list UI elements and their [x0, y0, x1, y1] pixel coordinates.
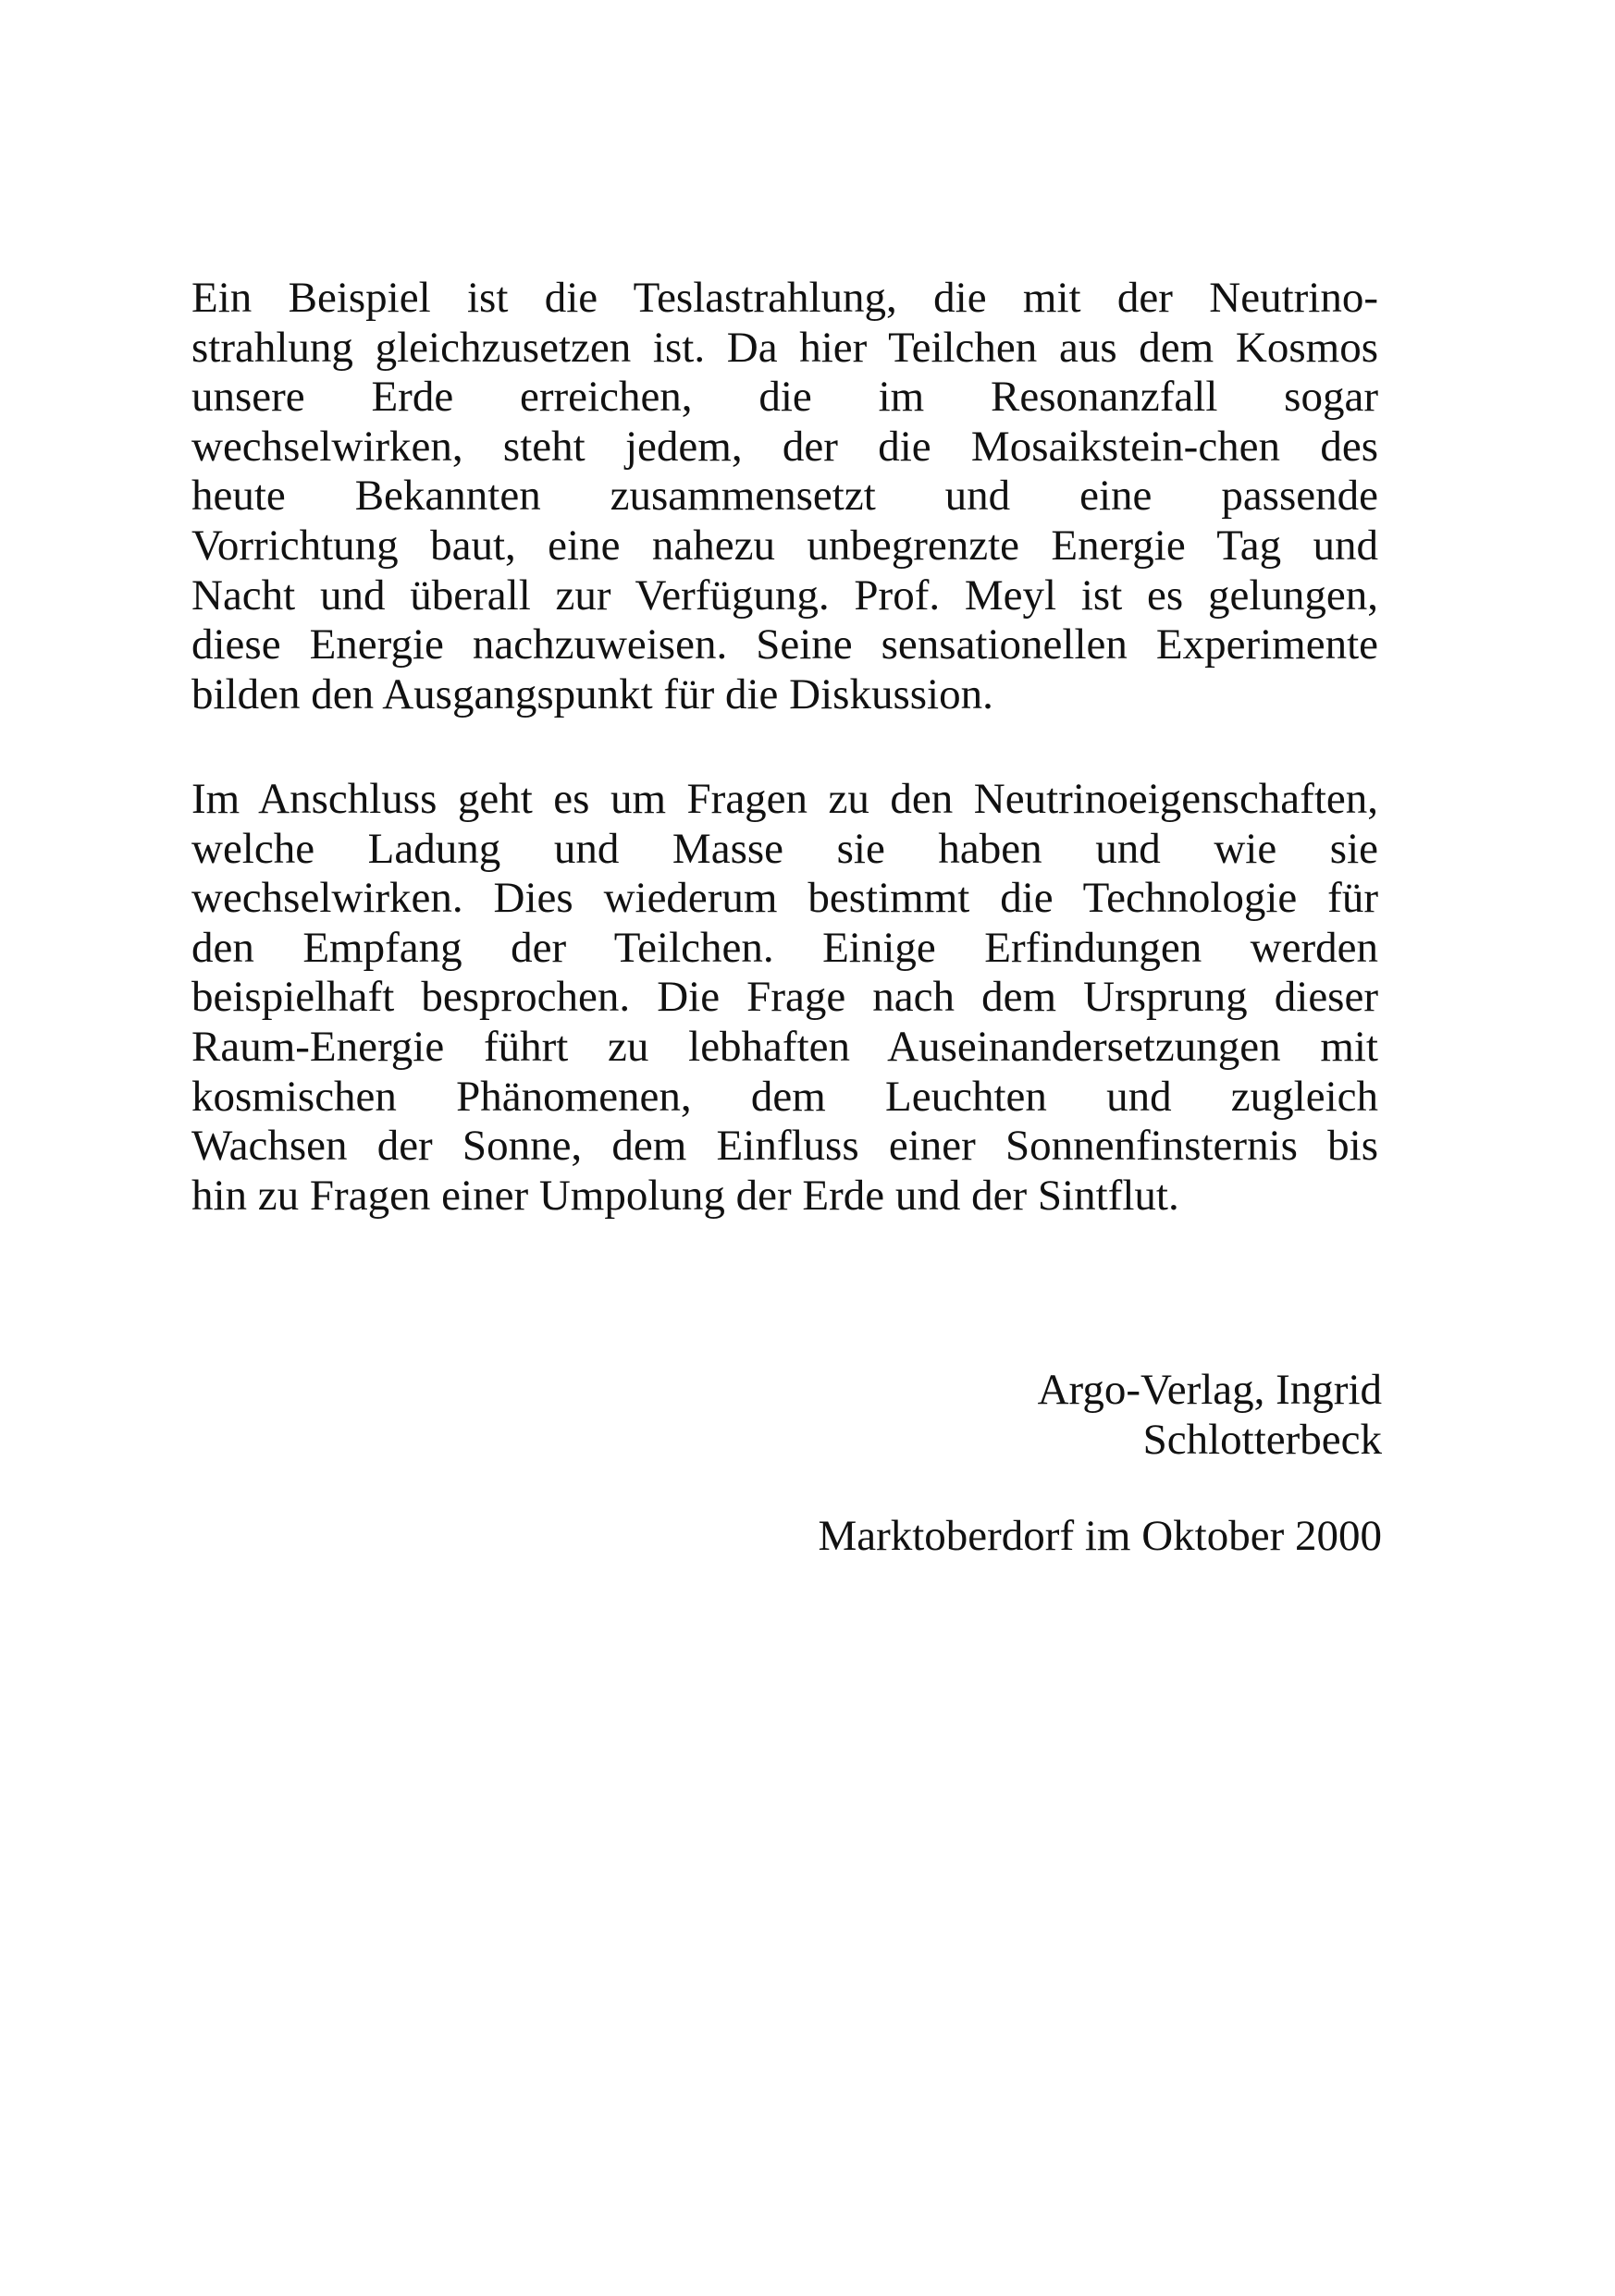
- paragraph-line: Vorrichtung baut, eine nahezu unbegrenzte Energie Tag und: [191, 521, 1378, 570]
- paragraph-line: Im Anschluss geht es um Fragen zu den Neutrinoeigenschaften,: [191, 775, 1378, 823]
- paragraph-line: diese Energie nachzuweisen. Seine sensationellen Experimente: [191, 620, 1378, 669]
- paragraph-line: Wachsen der Sonne, dem Einfluss einer Sonnenfinsternis bis: [191, 1122, 1378, 1171]
- publisher-name-line-1: Argo-Verlag, Ingrid: [1037, 1366, 1382, 1414]
- paragraph-1: [191, 274, 1378, 719]
- paragraph-2: [191, 775, 1378, 1221]
- publisher-signature: [1038, 1366, 1382, 1465]
- publisher-name-line-2: Schlotterbeck: [1142, 1415, 1382, 1464]
- paragraph-line: wechselwirken, steht jedem, der die Mosaikstein-chen des: [191, 422, 1378, 471]
- paragraph-line: strahlung gleichzusetzen ist. Da hier Teilchen aus dem Kosmos: [191, 323, 1378, 372]
- paragraph-line: kosmischen Phänomenen, dem Leuchten und zugleich: [191, 1072, 1378, 1121]
- paragraph-line: wechselwirken. Dies wiederum bestimmt die Technologie für: [191, 874, 1378, 923]
- paragraph-line: welche Ladung und Masse sie haben und wie sie: [191, 824, 1378, 873]
- paragraph-line: hin zu Fragen einer Umpolung der Erde und der Sintflut.: [191, 1171, 1179, 1220]
- paragraph-line: unsere Erde erreichen, die im Resonanzfall sogar: [191, 373, 1378, 422]
- paragraph-line: beispielhaft besprochen. Die Frage nach dem Ursprung dieser: [191, 973, 1378, 1022]
- paragraph-line: Nacht und überall zur Verfügung. Prof. Meyl ist es gelungen,: [191, 571, 1378, 620]
- paragraph-line: Raum-Energie führt zu lebhaften Auseinandersetzungen mit: [191, 1022, 1378, 1071]
- paragraph-line: Ein Beispiel ist die Teslastrahlung, die mit der Neutrino-: [191, 274, 1378, 322]
- paragraph-line: bilden den Ausgangspunkt für die Diskussion.: [191, 669, 993, 718]
- place-and-date: Marktoberdorf im Oktober 2000: [818, 1512, 1382, 1560]
- paragraph-line: den Empfang der Teilchen. Einige Erfindungen werden: [191, 923, 1378, 972]
- paragraph-line: heute Bekannten zusammensetzt und eine passende: [191, 472, 1378, 521]
